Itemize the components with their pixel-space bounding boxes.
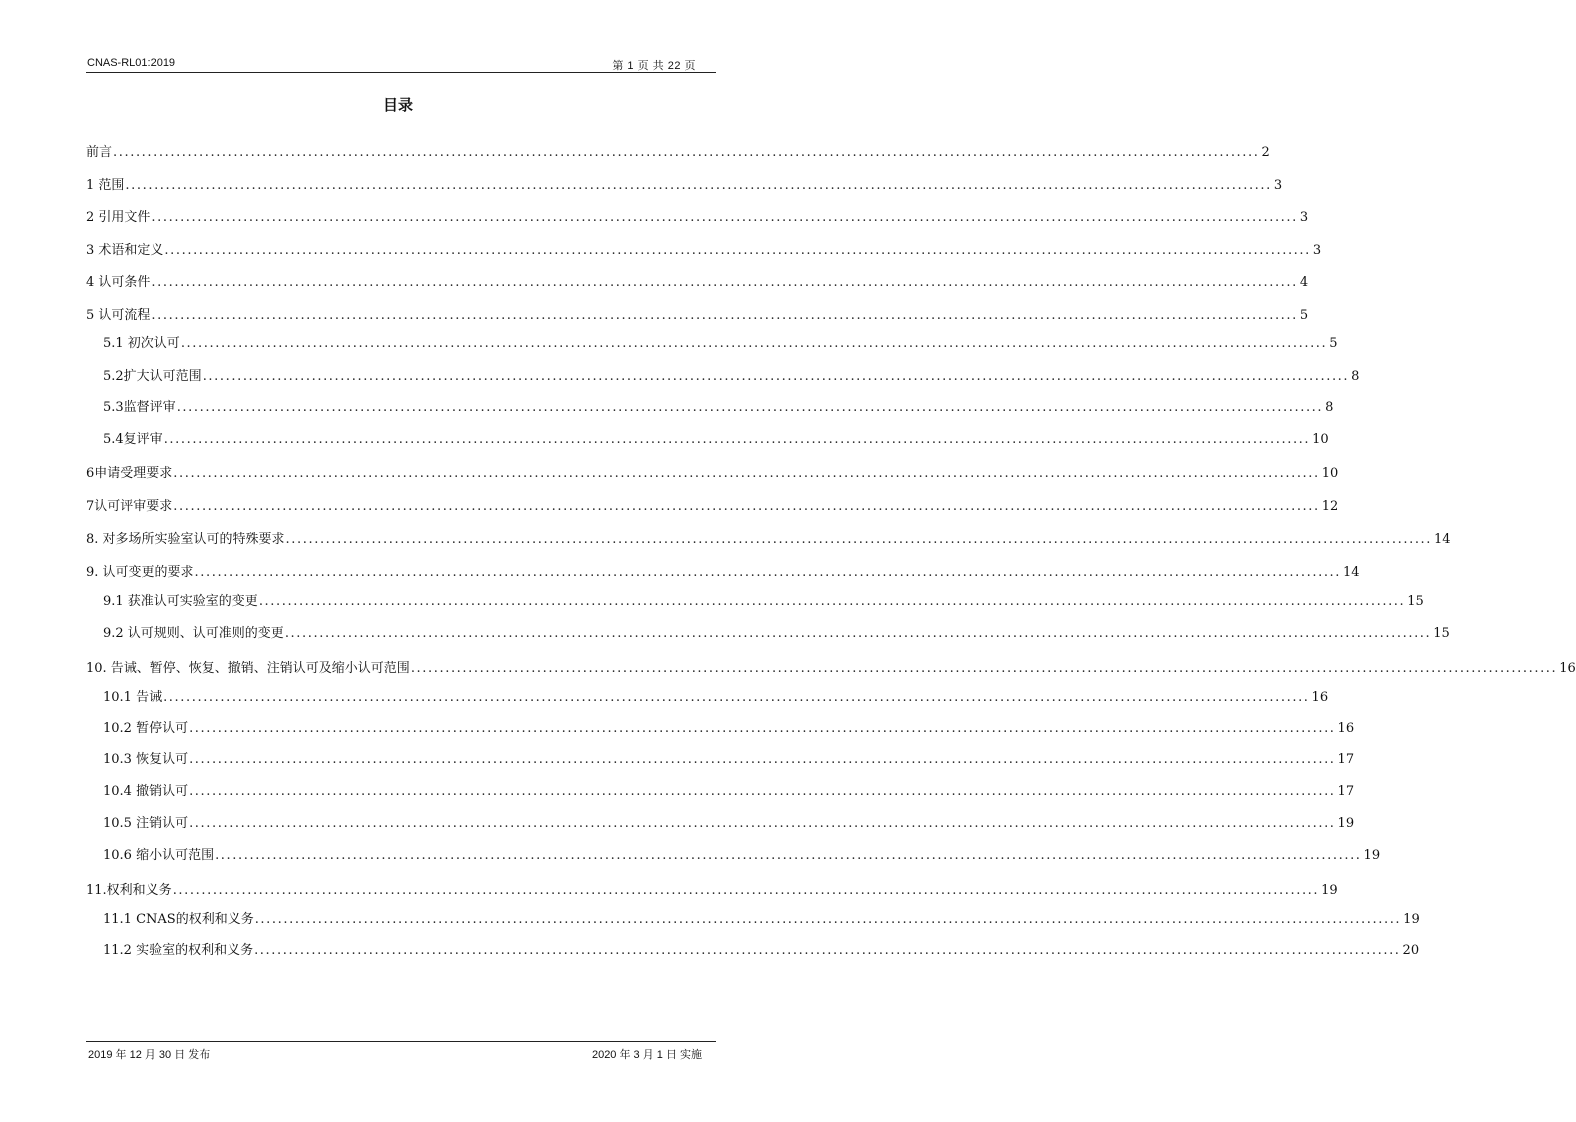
toc-entry-label: 5.2扩大认可范围 [103,369,202,384]
toc-dot-leader: ........................................................................................................................................................................................................ [125,178,1272,193]
toc-entry-label: 5.4复评审 [103,432,163,447]
toc-entry-label: 1 范围 [86,178,125,193]
implement-date: 2020 年 3 月 1 日 实施 [591,1049,702,1061]
toc-entry[interactable] [103,910,1420,930]
toc-dot-leader: ........................................................................................................................................................................................................ [189,816,1336,831]
toc-entry[interactable] [103,750,1355,770]
toc-entry-label: 11.2 实验室的权利和义务 [103,943,254,958]
toc-entry-page: 19 [1321,883,1338,898]
toc-dot-leader: ........................................................................................................................................................................................................ [254,943,1401,958]
toc-dot-leader: ........................................................................................................................................................................................................ [202,369,1350,384]
toc-entry[interactable] [103,846,1381,866]
toc-entry[interactable] [103,688,1329,708]
toc-dot-leader: ........................................................................................................................................................................................................ [173,499,1320,514]
toc-entry-label: 9. 认可变更的要求 [86,565,194,580]
toc-entry-page: 3 [1312,243,1322,258]
toc-entry-page: 17 [1337,752,1355,767]
toc-entry-page: 2 [1261,145,1270,160]
toc-entry-page: 8 [1325,400,1334,415]
toc-entry[interactable] [103,334,1338,354]
toc-entry[interactable] [103,719,1355,739]
toc-entry-page: 19 [1363,848,1381,863]
toc-entry-label: 前言 [86,145,113,160]
toc-entry-label: 10.2 暂停认可 [103,721,189,736]
toc-entry-page: 10 [1312,432,1329,447]
toc-entry-page: 17 [1337,784,1355,799]
toc-title: 目录 [382,96,413,114]
toc-entry[interactable] [86,464,1339,484]
toc-entry-label: 5.1 初次认可 [103,336,180,351]
toc-entry-label: 10.4 撤销认可 [103,784,189,799]
toc-dot-leader: ........................................................................................................................................................................................................ [163,690,1310,705]
toc-dot-leader: ........................................................................................................................................................................................................ [113,145,1260,160]
toc-entry-page: 16 [1337,721,1355,736]
toc-dot-leader: ........................................................................................................................................................................................................ [176,400,1324,415]
toc-entry-page: 19 [1337,816,1355,831]
toc-entry[interactable] [86,530,1451,550]
toc-entry-page: 5 [1299,308,1309,323]
toc-entry[interactable] [86,881,1338,901]
toc-entry[interactable] [86,208,1309,228]
toc-entry-page: 15 [1407,594,1424,609]
toc-entry-page: 3 [1299,210,1309,225]
toc-dot-leader: ........................................................................................................................................................................................................ [151,275,1298,290]
toc-entry[interactable] [103,814,1355,834]
toc-entry-label: 11.权利和义务 [86,883,172,898]
toc-entry[interactable] [103,398,1334,418]
toc-entry-page: 15 [1433,626,1450,641]
toc-entry-page: 16 [1311,690,1329,705]
toc-dot-leader: ........................................................................................................................................................................................................ [164,243,1311,258]
toc-entry[interactable] [86,241,1322,261]
toc-entry[interactable] [86,306,1309,326]
toc-entry-label: 6申请受理要求 [86,466,173,481]
toc-entry-page: 14 [1343,565,1360,580]
toc-entry-label: 7认可评审要求 [86,499,173,514]
toc-dot-leader: ........................................................................................................................................................................................................ [215,848,1362,863]
toc-entry-label: 11.1 CNAS的权利和义务 [103,912,254,927]
toc-entry-page: 16 [1559,661,1576,676]
toc-dot-leader: ........................................................................................................................................................................................................ [151,210,1298,225]
toc-dot-leader: ........................................................................................................................................................................................................ [410,661,1558,676]
toc-dot-leader: ........................................................................................................................................................................................................ [151,308,1298,323]
toc-dot-leader: ........................................................................................................................................................................................................ [189,721,1336,736]
toc-entry-page: 14 [1434,532,1451,547]
toc-entry[interactable] [103,592,1424,612]
toc-entry-label: 8. 对多场所实验室认可的特殊要求 [86,532,285,547]
toc-entry-label: 9.1 获准认可实验室的变更 [103,594,258,609]
toc-entry-label: 10.1 告诫 [103,690,163,705]
toc-entry-label: 10.3 恢复认可 [103,752,189,767]
toc-dot-leader: ........................................................................................................................................................................................................ [173,466,1320,481]
toc-entry[interactable] [86,176,1283,196]
toc-entry-label: 10.5 注销认可 [103,816,189,831]
toc-entry[interactable] [86,497,1339,517]
toc-entry-page: 10 [1321,466,1339,481]
toc-dot-leader: ........................................................................................................................................................................................................ [258,594,1406,609]
toc-entry[interactable] [86,273,1309,293]
toc-entry-label: 10.6 缩小认可范围 [103,848,215,863]
toc-entry-label: 4 认可条件 [86,275,151,290]
toc-dot-leader: ........................................................................................................................................................................................................ [189,784,1336,799]
toc-entry-label: 2 引用文件 [86,210,151,225]
toc-entry-page: 19 [1403,912,1420,927]
toc-entry-page: 3 [1273,178,1283,193]
page-number-info: 第 1 页 共 22 页 [612,60,696,72]
toc-entry-label: 5 认可流程 [86,308,151,323]
toc-entry-label: 10. 告诫、暂停、恢复、撤销、注销认可及缩小认可范围 [86,661,410,676]
toc-entry[interactable] [103,430,1329,450]
toc-dot-leader: ........................................................................................................................................................................................................ [285,532,1433,547]
toc-entry-page: 20 [1402,943,1420,958]
toc-entry[interactable] [86,659,1576,679]
toc-entry[interactable] [103,782,1355,802]
toc-entry[interactable] [103,624,1450,644]
toc-dot-leader: ........................................................................................................................................................................................................ [189,752,1336,767]
toc-entry-label: 9.2 认可规则、认可准则的变更 [103,626,284,641]
document-code: CNAS-RL01:2019 [87,57,176,69]
toc-dot-leader: ........................................................................................................................................................................................................ [172,883,1320,898]
toc-dot-leader: ........................................................................................................................................................................................................ [180,336,1328,351]
toc-entry[interactable] [103,941,1420,961]
publish-date: 2019 年 12 月 30 日 发布 [88,1049,211,1061]
toc-entry[interactable] [103,367,1360,387]
toc-entry-page: 8 [1351,369,1360,384]
toc-dot-leader: ........................................................................................................................................................................................................ [194,565,1342,580]
toc-entry-page: 5 [1329,336,1338,351]
toc-entry[interactable] [86,143,1270,163]
toc-entry-page: 12 [1321,499,1339,514]
toc-entry[interactable] [86,563,1360,583]
toc-entry-label: 5.3监督评审 [103,400,176,415]
toc-dot-leader: ........................................................................................................................................................................................................ [284,626,1432,641]
toc-dot-leader: ........................................................................................................................................................................................................ [163,432,1311,447]
page-footer [86,1041,716,1060]
toc-dot-leader: ........................................................................................................................................................................................................ [254,912,1402,927]
toc-entry-label: 3 术语和定义 [86,243,164,258]
toc-entry-page: 4 [1299,275,1309,290]
